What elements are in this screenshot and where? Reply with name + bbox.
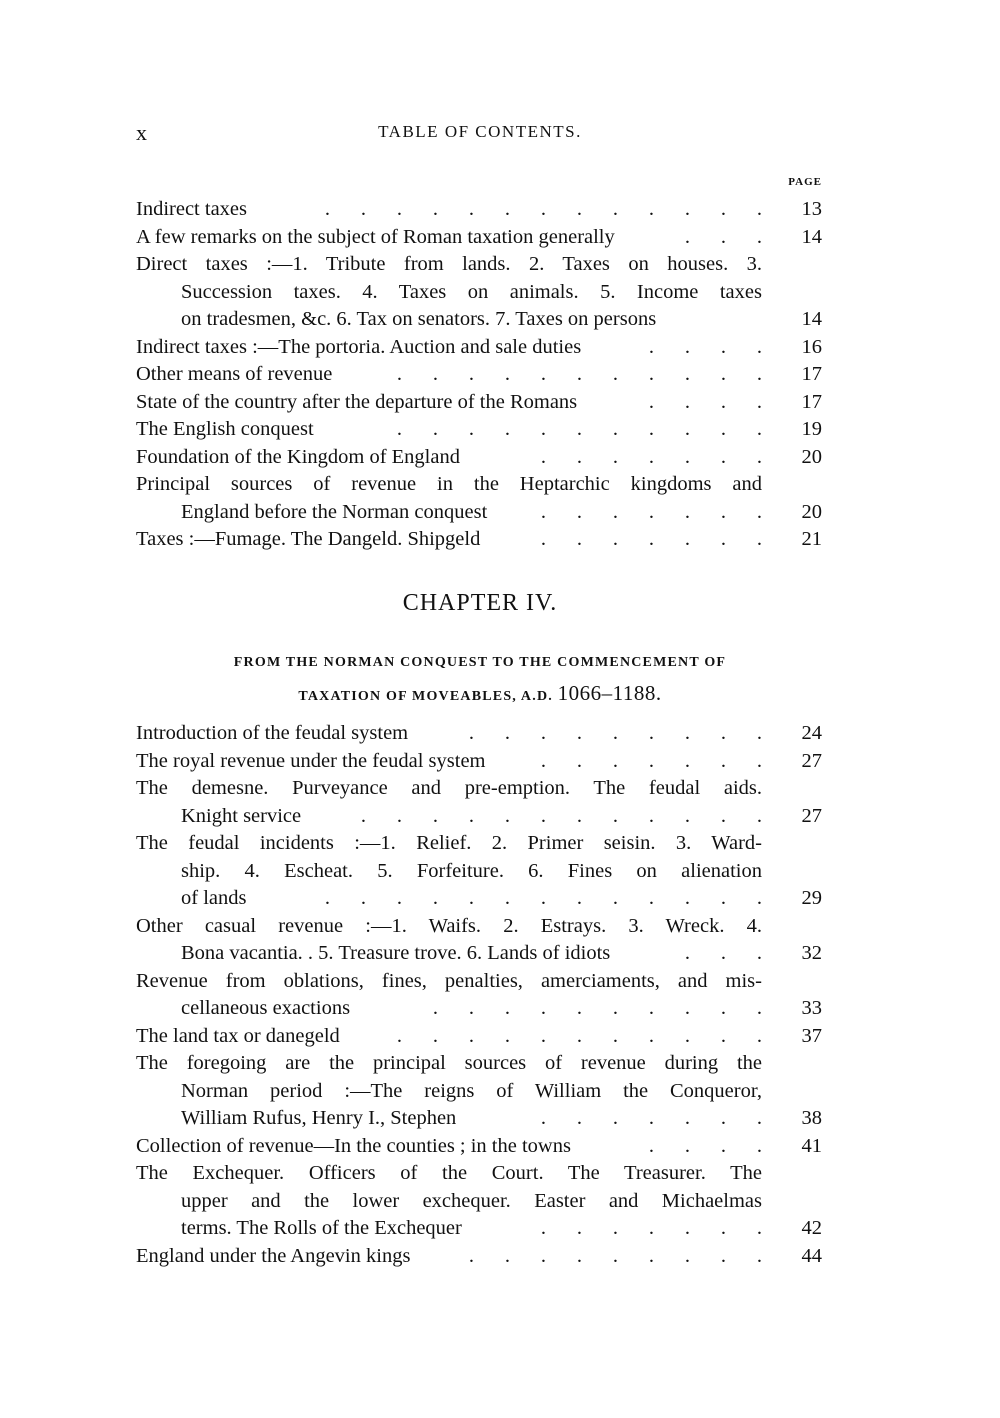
toc-section-1: [136, 196, 824, 554]
leader-dot: .: [612, 749, 618, 772]
toc-entry-line: [136, 885, 824, 913]
toc-entry-text: cellaneous exactions: [181, 997, 351, 1019]
toc-entry-line: [136, 279, 824, 307]
leader-dot: .: [756, 1024, 762, 1047]
chapter-subtitle-line-2: [136, 678, 824, 712]
toc-page-number: 13: [801, 198, 822, 220]
leader-dot: .: [684, 225, 690, 248]
leader-dot: .: [684, 500, 690, 523]
leader-dot: .: [612, 887, 618, 909]
toc-entry-line: [136, 720, 824, 748]
leader-dot: .: [504, 363, 510, 385]
toc-entry: [136, 1050, 824, 1133]
toc-entry-line: [136, 389, 824, 417]
toc-entry-line: [136, 803, 824, 831]
toc-entry: [136, 1160, 824, 1243]
leader-dot: .: [720, 1217, 726, 1239]
leader-dot: .: [504, 804, 510, 827]
toc-entry-line: [136, 471, 824, 499]
leader-dot: .: [504, 722, 510, 744]
dot-leader: [654, 224, 762, 252]
leader-dot: .: [576, 528, 582, 550]
leader-dot: .: [540, 528, 546, 550]
leader-dot: .: [720, 1134, 726, 1157]
leader-dot: .: [684, 363, 690, 385]
leader-dot: .: [576, 804, 582, 827]
toc-page-number: 17: [801, 390, 822, 413]
leader-dot: .: [504, 198, 510, 220]
leader-dot: .: [648, 390, 654, 413]
leader-dot: .: [504, 997, 510, 1019]
toc-entry-text: The demesne. Purveyance and pre-emption. The feudal aids.: [136, 777, 762, 799]
dot-leader: [618, 334, 762, 362]
toc-entry: [136, 444, 824, 472]
toc-page-number: 14: [801, 308, 822, 330]
toc-entry: [136, 251, 824, 334]
toc-page-number: 41: [801, 1134, 822, 1157]
leader-dot: .: [720, 528, 726, 550]
leader-dot: .: [756, 418, 762, 440]
toc-entry-text: ship. 4. Escheat. 5. Forfeiture. 6. Fines on alienation: [181, 859, 762, 882]
leader-dot: .: [684, 887, 690, 909]
leader-dot: .: [324, 198, 330, 220]
leader-dot: .: [648, 1217, 654, 1239]
toc-page-number: 21: [801, 528, 822, 550]
leader-dot: .: [540, 804, 546, 827]
toc-entry-line: [136, 224, 824, 252]
dot-leader: [294, 885, 762, 913]
leader-dot: .: [684, 390, 690, 413]
leader-dot: .: [648, 528, 654, 550]
leader-dot: .: [396, 198, 402, 220]
leader-dot: .: [612, 1107, 618, 1129]
leader-dot: .: [504, 887, 510, 909]
toc-entry-line: [136, 1023, 824, 1051]
toc-entry-line: [136, 1188, 824, 1216]
toc-entry-text: Revenue from oblations, fines, penalties, amerciaments, and mis-: [136, 969, 762, 992]
toc-entry-line: [136, 913, 824, 941]
leader-dot: .: [468, 887, 474, 909]
leader-dot: .: [720, 749, 726, 772]
toc-entry-text: Principal sources of revenue in the Heptarchic kingdoms and: [136, 473, 762, 495]
leader-dot: .: [684, 418, 690, 440]
toc-entry-text: Norman period :—The reigns of William the Conqueror,: [181, 1079, 762, 1102]
leader-dot: .: [432, 1024, 438, 1047]
leader-dot: .: [432, 997, 438, 1019]
toc-entry-text: Indirect taxes :—The portoria. Auction and sale duties: [136, 335, 582, 358]
toc-entry: [136, 968, 824, 1023]
leader-dot: .: [360, 804, 366, 827]
leader-dot: .: [468, 997, 474, 1019]
toc-page-number: 27: [801, 804, 822, 827]
leader-dot: .: [720, 445, 726, 468]
leader-dot: .: [432, 198, 438, 220]
toc-entry-text: England under the Angevin kings: [136, 1244, 411, 1267]
toc-entry-line: [136, 416, 824, 444]
dot-leader: [330, 803, 762, 831]
toc-entry: [136, 748, 824, 776]
toc-page-number: 38: [801, 1107, 822, 1129]
leader-dot: .: [396, 1024, 402, 1047]
leader-dot: .: [612, 418, 618, 440]
leader-dot: .: [720, 804, 726, 827]
leader-dot: .: [756, 500, 762, 523]
leader-dot: .: [612, 528, 618, 550]
toc-entry-text: The feudal incidents :—1. Relief. 2. Primer seisin. 3. Ward-: [136, 832, 762, 854]
leader-dot: .: [324, 887, 330, 909]
toc-entry-text: State of the country after the departure of the Romans: [136, 390, 578, 413]
leader-dot: .: [576, 722, 582, 744]
leader-dot: .: [720, 997, 726, 1019]
toc-entry: [136, 416, 824, 444]
leader-dot: .: [684, 1134, 690, 1157]
leader-dot: .: [648, 1244, 654, 1267]
leader-dot: .: [432, 804, 438, 827]
leader-dot: .: [504, 1024, 510, 1047]
leader-dot: .: [648, 749, 654, 772]
leader-dot: .: [756, 749, 762, 772]
toc-entry-line: [136, 1050, 824, 1078]
leader-dot: .: [468, 1024, 474, 1047]
toc-page-number: 20: [801, 445, 822, 468]
leader-dot: .: [576, 997, 582, 1019]
leader-dot: .: [396, 363, 402, 385]
toc-entry-line: [136, 1243, 824, 1271]
leader-dot: .: [576, 887, 582, 909]
running-head-title: TABLE OF CONTENTS.: [378, 122, 582, 141]
leader-dot: .: [756, 942, 762, 964]
toc-entry-text: England before the Norman conquest: [181, 500, 488, 523]
toc-entry-text: Collection of revenue—In the counties ; in the towns: [136, 1134, 571, 1157]
leader-dot: .: [576, 749, 582, 772]
leader-dot: .: [756, 887, 762, 909]
leader-dot: .: [468, 804, 474, 827]
toc-entry-text: Bona vacantia. . 5. Treasure trove. 6. Lands of idiots: [181, 942, 611, 964]
leader-dot: .: [612, 1244, 618, 1267]
leader-dot: .: [540, 1217, 546, 1239]
toc-page-number: 19: [801, 418, 822, 440]
leader-dot: .: [756, 198, 762, 220]
toc-entry-text: of lands: [181, 887, 247, 909]
toc-entry-text: The Exchequer. Officers of the Court. The Treasurer. The: [136, 1162, 762, 1184]
toc-entry: [136, 775, 824, 830]
toc-page-number: 14: [801, 225, 822, 248]
leader-dot: .: [576, 1217, 582, 1239]
leader-dot: .: [612, 804, 618, 827]
leader-dot: .: [684, 1107, 690, 1129]
leader-dot: .: [756, 445, 762, 468]
page-column-label: PAGE: [788, 176, 822, 188]
leader-dot: .: [756, 335, 762, 358]
toc-entry-text: William Rufus, Henry I., Stephen: [181, 1107, 457, 1129]
toc-entry-line: [136, 361, 824, 389]
toc-entry: [136, 720, 824, 748]
leader-dot: .: [468, 363, 474, 385]
dot-leader: [438, 1243, 762, 1271]
leader-dot: .: [648, 997, 654, 1019]
leader-dot: .: [468, 198, 474, 220]
toc-entry-line: [136, 995, 824, 1023]
leader-dot: .: [540, 749, 546, 772]
page-folio: x: [136, 120, 147, 145]
leader-dot: .: [540, 500, 546, 523]
toc-entry-text: upper and the lower exchequer. Easter and Michaelmas: [181, 1189, 762, 1212]
running-head: [136, 120, 824, 148]
toc-entry-text: Indirect taxes: [136, 198, 247, 220]
leader-dot: .: [396, 418, 402, 440]
leader-dot: .: [432, 887, 438, 909]
leader-dot: .: [720, 335, 726, 358]
leader-dot: .: [684, 722, 690, 744]
leader-dot: .: [648, 1024, 654, 1047]
chapter-subtitle-line-1: FROM THE NORMAN CONQUEST TO THE COMMENCEMENT OF: [233, 655, 727, 670]
toc-entry-text: Other means of revenue: [136, 363, 333, 385]
leader-dot: .: [576, 445, 582, 468]
toc-page-number: 32: [801, 942, 822, 964]
leader-dot: .: [540, 418, 546, 440]
leader-dot: .: [720, 390, 726, 413]
leader-dot: .: [756, 390, 762, 413]
leader-dot: .: [684, 1217, 690, 1239]
dot-leader: [294, 196, 762, 224]
toc-entry-text: The English conquest: [136, 418, 314, 440]
leader-dot: .: [432, 418, 438, 440]
leader-dot: .: [540, 445, 546, 468]
chapter-subtitle-text: TAXATION OF MOVEABLES, A.D.: [298, 689, 553, 704]
toc-entry-line: [136, 251, 824, 279]
leader-dot: .: [576, 1024, 582, 1047]
leader-dot: .: [720, 1244, 726, 1267]
leader-dot: .: [684, 749, 690, 772]
chapter-heading: CHAPTER IV.: [402, 590, 558, 616]
dot-leader: [510, 444, 762, 472]
toc-entry-text: The foregoing are the principal sources of revenue during the: [136, 1052, 762, 1074]
dot-leader: [366, 361, 762, 389]
leader-dot: .: [720, 198, 726, 220]
leader-dot: .: [684, 198, 690, 220]
leader-dot: .: [648, 363, 654, 385]
toc-entry-line: [136, 1105, 824, 1133]
leader-dot: .: [540, 198, 546, 220]
leader-dot: .: [612, 1217, 618, 1239]
leader-dot: .: [540, 887, 546, 909]
leader-dot: .: [612, 445, 618, 468]
leader-dot: .: [612, 363, 618, 385]
toc-page-number: 29: [801, 887, 822, 909]
toc-entry: [136, 1243, 824, 1271]
toc-page-number: 37: [801, 1024, 822, 1047]
leader-dot: .: [684, 528, 690, 550]
toc-entry-line: [136, 858, 824, 886]
toc-page-number: 27: [801, 749, 822, 772]
leader-dot: .: [576, 363, 582, 385]
toc-entry: [136, 361, 824, 389]
leader-dot: .: [576, 418, 582, 440]
dot-leader: [402, 995, 762, 1023]
toc-entry-line: [136, 748, 824, 776]
toc-entry-line: [136, 334, 824, 362]
toc-page-number: 17: [801, 363, 822, 385]
toc-page-number: 20: [801, 500, 822, 523]
leader-dot: .: [720, 363, 726, 385]
toc-entry-line: [136, 775, 824, 803]
leader-dot: .: [648, 804, 654, 827]
toc-entry-text: terms. The Rolls of the Exchequer: [181, 1217, 462, 1239]
leader-dot: .: [612, 722, 618, 744]
toc-entry: [136, 334, 824, 362]
leader-dot: .: [468, 722, 474, 744]
toc-entry-text: Direct taxes :—1. Tribute from lands. 2. Taxes on houses. 3.: [136, 253, 762, 275]
leader-dot: .: [756, 1134, 762, 1157]
dot-leader: [366, 1023, 762, 1051]
toc-page-number: 33: [801, 997, 822, 1019]
leader-dot: .: [648, 722, 654, 744]
toc-entry-line: [136, 526, 824, 554]
leader-dot: .: [684, 1244, 690, 1267]
dot-leader: [438, 720, 762, 748]
leader-dot: .: [504, 418, 510, 440]
toc-entry-line: [136, 444, 824, 472]
toc-entry: [136, 224, 824, 252]
leader-dot: .: [612, 500, 618, 523]
leader-dot: .: [648, 418, 654, 440]
toc-entry: [136, 471, 824, 526]
leader-dot: .: [720, 942, 726, 964]
leader-dot: .: [684, 1024, 690, 1047]
toc-entry-text: A few remarks on the subject of Roman taxation generally: [136, 225, 615, 248]
toc-entry-text: on tradesmen, &c. 6. Tax on senators. 7. Taxes on persons: [181, 308, 657, 330]
leader-dot: .: [756, 804, 762, 827]
leader-dot: .: [540, 722, 546, 744]
leader-dot: .: [576, 1107, 582, 1129]
leader-dot: .: [720, 1024, 726, 1047]
leader-dot: .: [648, 1107, 654, 1129]
leader-dot: .: [360, 887, 366, 909]
leader-dot: .: [612, 1024, 618, 1047]
leader-dot: .: [468, 1244, 474, 1267]
leader-dot: .: [396, 887, 402, 909]
toc-page-number: 16: [801, 335, 822, 358]
leader-dot: .: [720, 500, 726, 523]
toc-page-number: 44: [801, 1244, 822, 1267]
leader-dot: .: [684, 997, 690, 1019]
toc-page-number: 24: [801, 722, 822, 744]
leader-dot: .: [756, 363, 762, 385]
toc-entry: [136, 389, 824, 417]
leader-dot: .: [576, 198, 582, 220]
dot-leader: [510, 499, 762, 527]
toc-entry: [136, 1023, 824, 1051]
leader-dot: .: [720, 225, 726, 248]
chapter-subtitle: [136, 648, 824, 712]
toc-entry-text: Succession taxes. 4. Taxes on animals. 5. Income taxes: [181, 280, 762, 303]
toc-entry: [136, 830, 824, 913]
toc-entry-line: [136, 1215, 824, 1243]
leader-dot: .: [684, 942, 690, 964]
toc-entry-line: [136, 499, 824, 527]
dot-leader: [654, 940, 762, 968]
dot-leader: [618, 389, 762, 417]
leader-dot: .: [756, 997, 762, 1019]
leader-dot: .: [756, 1217, 762, 1239]
leader-dot: .: [720, 887, 726, 909]
dot-leader: [618, 1133, 762, 1161]
leader-dot: .: [756, 528, 762, 550]
leader-dot: .: [540, 997, 546, 1019]
toc-entry: [136, 196, 824, 224]
leader-dot: .: [684, 804, 690, 827]
leader-dot: .: [432, 363, 438, 385]
leader-dot: .: [648, 887, 654, 909]
chapter-years: 1066–1188.: [557, 681, 662, 705]
leader-dot: .: [648, 198, 654, 220]
leader-dot: .: [720, 722, 726, 744]
toc-entry-line: [136, 1078, 824, 1106]
toc-entry-line: [136, 830, 824, 858]
leader-dot: .: [648, 335, 654, 358]
leader-dot: .: [648, 445, 654, 468]
toc-entry-text: The land tax or danegeld: [136, 1024, 340, 1047]
leader-dot: .: [468, 418, 474, 440]
dot-leader: [510, 1215, 762, 1243]
toc-entry: [136, 1133, 824, 1161]
toc-entry-line: [136, 1133, 824, 1161]
leader-dot: .: [540, 1024, 546, 1047]
leader-dot: .: [720, 1107, 726, 1129]
leader-dot: .: [684, 335, 690, 358]
leader-dot: .: [756, 1244, 762, 1267]
leader-dot: .: [540, 1244, 546, 1267]
toc-entry-line: [136, 940, 824, 968]
dot-leader: [366, 416, 762, 444]
leader-dot: .: [720, 418, 726, 440]
toc-entry-line: [136, 306, 824, 334]
leader-dot: .: [360, 198, 366, 220]
leader-dot: .: [540, 363, 546, 385]
leader-dot: .: [576, 500, 582, 523]
toc-entry-line: [136, 1160, 824, 1188]
toc-entry-text: The royal revenue under the feudal system: [136, 749, 486, 772]
toc-entry-text: Taxes :—Fumage. The Dangeld. Shipgeld: [136, 528, 481, 550]
leader-dot: .: [612, 198, 618, 220]
toc-entry: [136, 913, 824, 968]
leader-dot: .: [648, 500, 654, 523]
leader-dot: .: [576, 1244, 582, 1267]
leader-dot: .: [612, 997, 618, 1019]
toc-entry-line: [136, 196, 824, 224]
toc-entry: [136, 526, 824, 554]
leader-dot: .: [504, 1244, 510, 1267]
dot-leader: [510, 526, 762, 554]
toc-entry-text: Knight service: [181, 804, 302, 827]
toc-entry-text: Other casual revenue :—1. Waifs. 2. Estrays. 3. Wreck. 4.: [136, 914, 762, 937]
leader-dot: .: [684, 445, 690, 468]
leader-dot: .: [648, 1134, 654, 1157]
toc-entry-text: Foundation of the Kingdom of England: [136, 445, 460, 468]
toc-page-number: 42: [801, 1217, 822, 1239]
leader-dot: .: [540, 1107, 546, 1129]
dot-leader: [510, 748, 762, 776]
leader-dot: .: [756, 225, 762, 248]
dot-leader: [510, 1105, 762, 1133]
toc-entry-line: [136, 968, 824, 996]
leader-dot: .: [756, 1107, 762, 1129]
toc-section-2: [136, 720, 824, 1270]
leader-dot: .: [396, 804, 402, 827]
toc-entry-text: Introduction of the feudal system: [136, 722, 409, 744]
leader-dot: .: [756, 722, 762, 744]
